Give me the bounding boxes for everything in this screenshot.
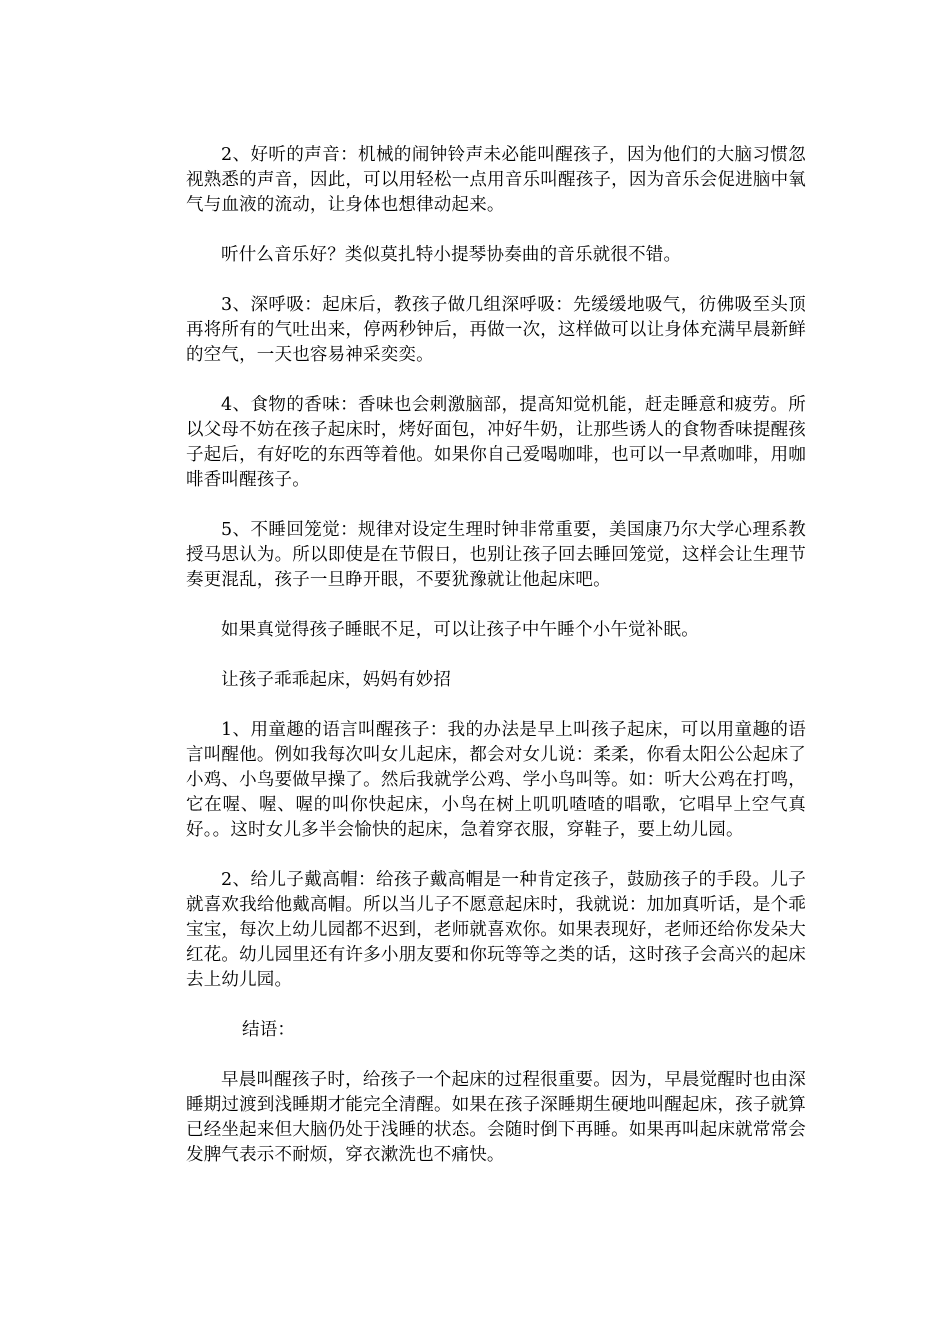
section-heading: 让孩子乖乖起床，妈妈有妙招 xyxy=(221,670,452,690)
paragraph-deep-breathing-tip: 3、深呼吸：起床后，教孩子做几组深呼吸：先缓缓地吸气，彷佛吸至头顶再将所有的气吐出来，停两秒钟后，再做一次，这样做可以让身体充满早晨新鲜的空气，一天也容易神采奕奕。 xyxy=(186,295,806,365)
paragraph-playful-language-tip: 1、用童趣的语言叫醒孩子：我的办法是早上叫孩子起床，可以用童趣的语言叫醒他。例如我每次叫女儿起床，都会对女儿说：柔柔，你看太阳公公起床了小鸡、小鸟要做早操了。然后我就学公鸡、学小鸟叫等。如：听大公鸡在打鸣，它在喔、喔、喔的叫你快起床，小鸟在树上叽叽喳喳的唱歌，它唱早上空气真好。。这时女儿多半会愉快的起床，急着穿衣服，穿鞋子，要上幼儿园。 xyxy=(186,720,806,840)
paragraph-music-suggestion: 听什么音乐好？类似莫扎特小提琴协奏曲的音乐就很不错。 xyxy=(221,245,682,265)
paragraph-food-aroma-tip: 4、食物的香味：香味也会刺激脑部，提高知觉机能，赶走睡意和疲劳。所以父母不妨在孩子起床时，烤好面包，冲好牛奶，让那些诱人的食物香味提醒孩子起后，有好吃的东西等着他。如果你自己爱喝咖啡，也可以一早煮咖啡，用咖啡香叫醒孩子。 xyxy=(186,395,806,490)
paragraph-conclusion: 早晨叫醒孩子时，给孩子一个起床的过程很重要。因为，早晨觉醒时也由深睡期过渡到浅睡期才能完全清醒。如果在孩子深睡期生硬地叫醒起床，孩子就算已经坐起来但大脑仍处于浅睡的状态。会随时倒下再睡。如果再叫起床就常常会发脾气表示不耐烦，穿衣漱洗也不痛快。 xyxy=(186,1070,806,1165)
conclusion-heading: 结语： xyxy=(242,1020,296,1040)
paragraph-sound-tip: 2、好听的声音：机械的闹钟铃声未必能叫醒孩子，因为他们的大脑习惯忽视熟悉的声音，因此，可以用轻松一点用音乐叫醒孩子，因为音乐会促进脑中氧气与血液的流动，让身体也想律动起来。 xyxy=(186,145,806,215)
paragraph-praise-tip: 2、给儿子戴高帽：给孩子戴高帽是一种肯定孩子，鼓励孩子的手段。儿子就喜欢我给他戴高帽。所以当儿子不愿意起床时，我就说：加加真听话，是个乖宝宝，每次上幼儿园都不迟到，老师就喜欢你。如果表现好，老师还给你发朵大红花。幼儿园里还有许多小朋友要和你玩等等之类的话，这时孩子会高兴的起床去上幼儿园。 xyxy=(186,870,806,990)
paragraph-no-back-to-sleep-tip: 5、不睡回笼觉：规律对设定生理时钟非常重要，美国康乃尔大学心理系教授马思认为。所以即使是在节假日，也别让孩子回去睡回笼觉，这样会让生理节奏更混乱，孩子一旦睁开眼，不要犹豫就让他起床吧。 xyxy=(186,520,806,590)
paragraph-nap-suggestion: 如果真觉得孩子睡眠不足，可以让孩子中午睡个小午觉补眠。 xyxy=(221,620,699,640)
document-body xyxy=(186,143,806,1193)
